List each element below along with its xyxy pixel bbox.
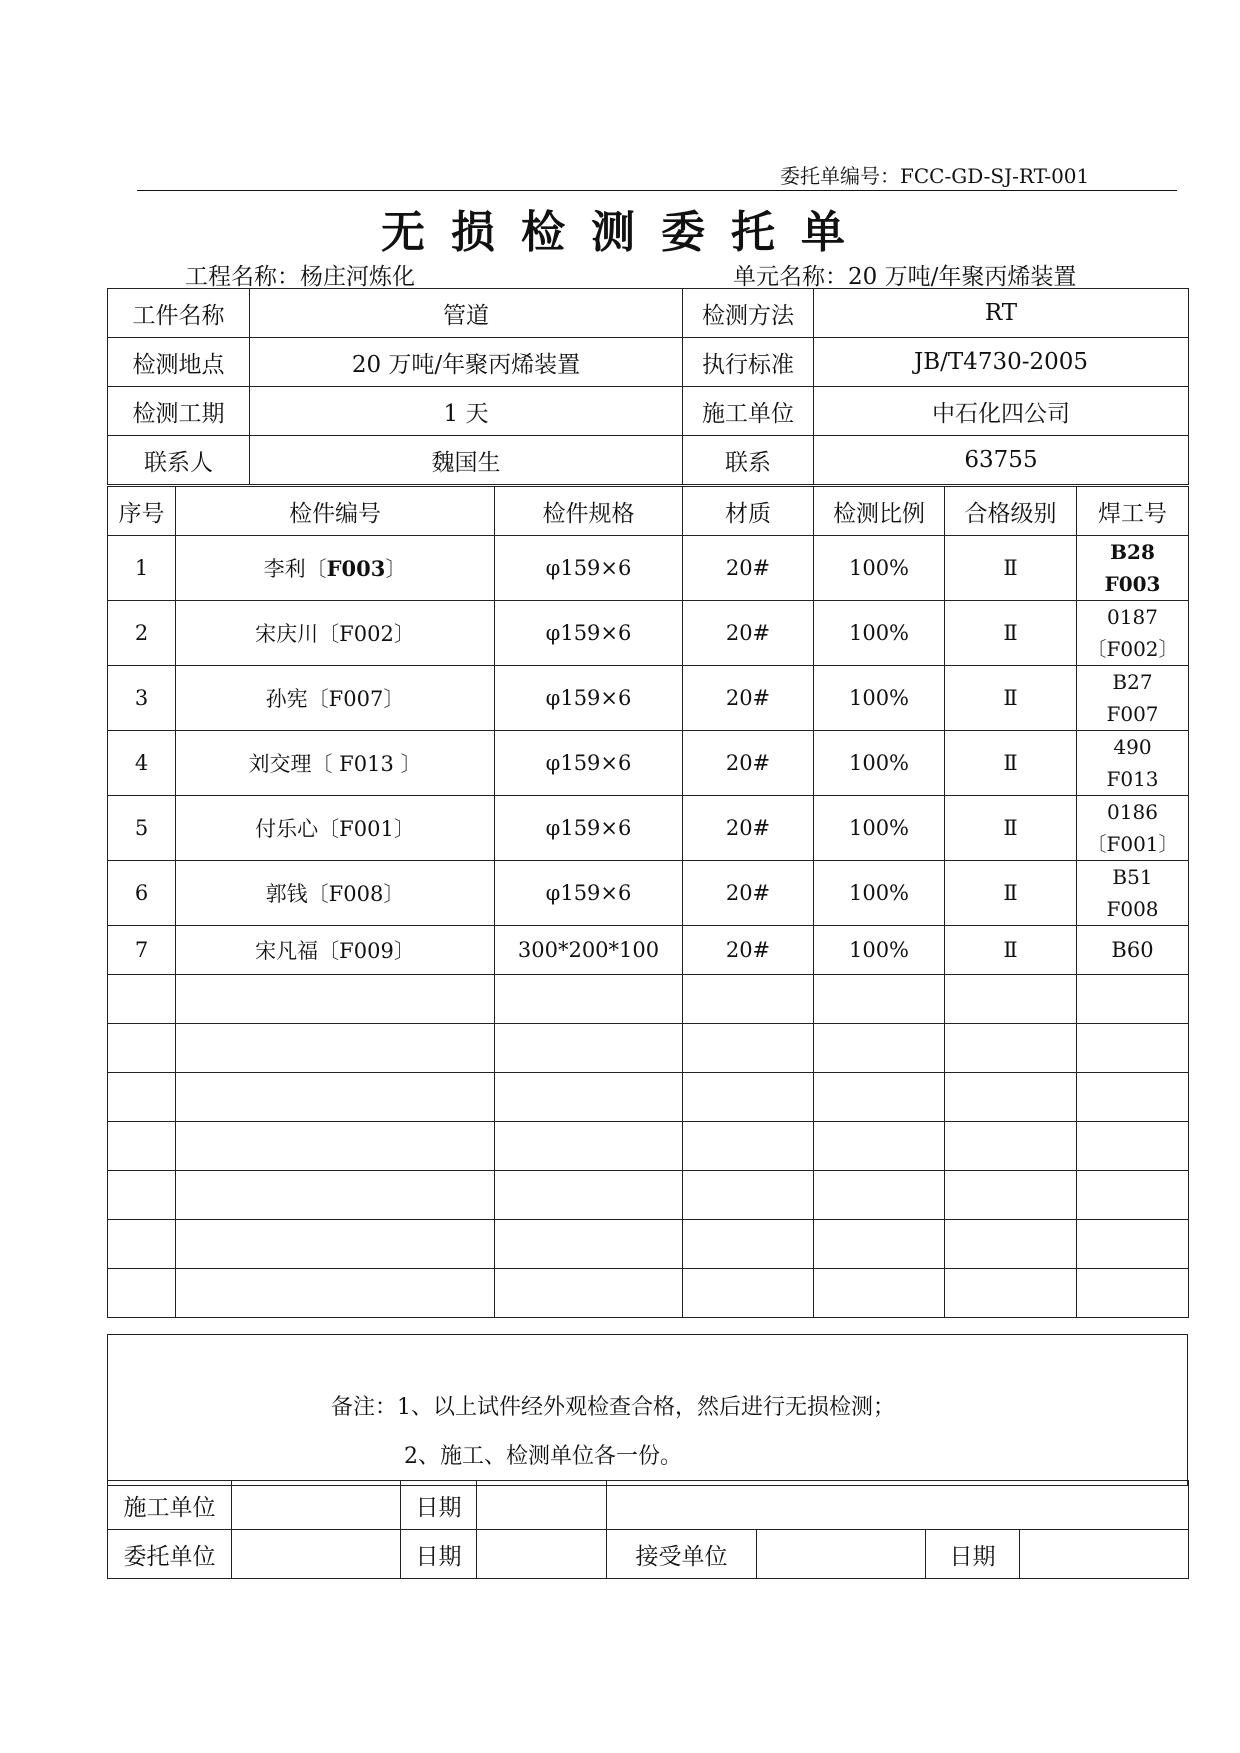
item-name: 孙宪〔 [265, 687, 329, 711]
blank-cell [1077, 1220, 1189, 1269]
info-value: 63755 [814, 436, 1189, 485]
item-name: 刘交理〔 [248, 752, 340, 776]
info-label: 联系人 [108, 436, 250, 485]
blank-cell [945, 1171, 1077, 1220]
item-grade: Ⅱ [945, 536, 1077, 601]
header-rule [137, 190, 1177, 191]
blank-cell [814, 1073, 945, 1122]
empty-row [108, 1024, 1189, 1073]
welder-line-1: 0186 [1107, 800, 1158, 824]
item-close: 〕 [383, 882, 405, 906]
blank-cell [683, 975, 814, 1024]
item-close: 〕 [383, 687, 405, 711]
empty-row [108, 975, 1189, 1024]
welder-no [1077, 796, 1189, 861]
info-label: 联系 [683, 436, 814, 485]
blank-cell [176, 1122, 495, 1171]
remarks-row [108, 1335, 1188, 1486]
item-ratio: 100% [814, 666, 945, 731]
blank-cell [108, 1024, 176, 1073]
item-name: 付乐心〔 [255, 817, 340, 841]
blank-cell [108, 1171, 176, 1220]
blank-cell [495, 1122, 683, 1171]
info-label: 检测方法 [683, 289, 814, 338]
item-code: F013 [339, 752, 394, 776]
blank-cell [495, 1024, 683, 1073]
blank-cell [176, 1171, 495, 1220]
item-name: 郭钱〔 [265, 882, 329, 906]
blank-cell [607, 1481, 1189, 1530]
receiving-unit-label: 接受单位 [607, 1530, 757, 1579]
item-ratio: 100% [814, 926, 945, 975]
item-name: 宋凡福〔 [255, 939, 340, 963]
column-header: 合格级别 [945, 487, 1077, 536]
blank-cell [108, 1269, 176, 1318]
blank-cell [814, 1122, 945, 1171]
blank-cell [108, 1073, 176, 1122]
blank-cell [176, 1024, 495, 1073]
item-id [176, 731, 495, 796]
blank-cell [814, 1024, 945, 1073]
item-material: 20# [683, 536, 814, 601]
welder-line-1: 490 [1113, 735, 1152, 759]
item-name: 宋庆川〔 [255, 622, 340, 646]
blank-cell [683, 1171, 814, 1220]
blank-cell [945, 1073, 1077, 1122]
blank-cell [495, 1269, 683, 1318]
blank-cell [814, 975, 945, 1024]
blank-cell [108, 975, 176, 1024]
item-code: F002 [339, 622, 394, 646]
empty-row [108, 1269, 1189, 1318]
item-code: F009 [339, 939, 394, 963]
item-ratio: 100% [814, 861, 945, 926]
items-header-row [108, 487, 1189, 536]
blank-cell [495, 1073, 683, 1122]
blank-cell [945, 1269, 1077, 1318]
remarks-line-1: 备注：1、以上试件经外观检查合格，然后进行无损检测； [331, 1395, 895, 1420]
blank-cell [495, 1220, 683, 1269]
signoff-row [108, 1481, 1189, 1530]
item-grade: Ⅱ [945, 861, 1077, 926]
item-code: F001 [339, 817, 394, 841]
date-field[interactable] [1020, 1530, 1189, 1579]
row-number: 4 [108, 731, 176, 796]
welder-line-1: B27 [1112, 670, 1153, 694]
blank-cell [176, 975, 495, 1024]
info-table [107, 288, 1189, 485]
table-row [108, 536, 1189, 601]
blank-cell [1077, 1024, 1189, 1073]
item-code: F003 [326, 556, 386, 581]
construction-unit-field[interactable] [232, 1481, 401, 1530]
date-label: 日期 [401, 1530, 477, 1579]
row-number: 5 [108, 796, 176, 861]
item-spec: φ159×6 [495, 536, 683, 601]
item-ratio: 100% [814, 601, 945, 666]
table-row [108, 666, 1189, 731]
column-header: 材质 [683, 487, 814, 536]
welder-line-2: 〔F001〕 [1086, 832, 1179, 856]
row-number: 3 [108, 666, 176, 731]
welder-no [1077, 536, 1189, 601]
blank-cell [495, 975, 683, 1024]
construction-unit-label: 施工单位 [108, 1481, 232, 1530]
item-id [176, 926, 495, 975]
item-close: 〕 [393, 752, 422, 776]
blank-cell [176, 1269, 495, 1318]
blank-cell [176, 1220, 495, 1269]
item-close: 〕 [385, 557, 407, 581]
item-code: F007 [328, 687, 384, 711]
item-spec: φ159×6 [495, 861, 683, 926]
info-label: 工件名称 [108, 289, 250, 338]
info-value: JB/T4730-2005 [814, 338, 1189, 387]
item-material: 20# [683, 796, 814, 861]
item-spec: φ159×6 [495, 666, 683, 731]
blank-cell [945, 1122, 1077, 1171]
item-id [176, 861, 495, 926]
info-value: 中石化四公司 [814, 387, 1189, 436]
empty-row [108, 1220, 1189, 1269]
items-table [107, 486, 1189, 1318]
empty-row [108, 1073, 1189, 1122]
item-material: 20# [683, 861, 814, 926]
info-label: 执行标准 [683, 338, 814, 387]
item-spec: φ159×6 [495, 601, 683, 666]
item-id [176, 601, 495, 666]
blank-cell [683, 1073, 814, 1122]
column-header: 检测比例 [814, 487, 945, 536]
item-grade: Ⅱ [945, 926, 1077, 975]
info-row [108, 387, 1189, 436]
item-ratio: 100% [814, 796, 945, 861]
item-id [176, 536, 495, 601]
welder-no [1077, 666, 1189, 731]
welder-no [1077, 601, 1189, 666]
item-close: 〕 [393, 939, 415, 963]
blank-cell [1077, 975, 1189, 1024]
item-close: 〕 [393, 817, 415, 841]
item-name: 李利〔 [263, 557, 327, 581]
blank-cell [945, 975, 1077, 1024]
item-spec: φ159×6 [495, 731, 683, 796]
info-value: 20 万吨/年聚丙烯装置 [250, 338, 683, 387]
column-header: 序号 [108, 487, 176, 536]
remarks-cell [108, 1335, 1188, 1486]
blank-cell [176, 1073, 495, 1122]
blank-cell [683, 1024, 814, 1073]
signoff-table [107, 1480, 1189, 1579]
remarks-line-2: 2、施工、检测单位各一份。 [404, 1444, 682, 1469]
item-ratio: 100% [814, 731, 945, 796]
item-material: 20# [683, 601, 814, 666]
remarks-table [107, 1334, 1188, 1486]
date-label: 日期 [926, 1530, 1020, 1579]
blank-cell [1077, 1073, 1189, 1122]
welder-no [1077, 731, 1189, 796]
welder-line-1: B51 [1112, 865, 1153, 889]
blank-cell [1077, 1122, 1189, 1171]
blank-cell [108, 1220, 176, 1269]
item-close: 〕 [393, 622, 415, 646]
item-grade: Ⅱ [945, 796, 1077, 861]
table-row [108, 731, 1189, 796]
info-row [108, 338, 1189, 387]
item-id [176, 796, 495, 861]
empty-row [108, 1122, 1189, 1171]
blank-cell [683, 1269, 814, 1318]
project-name: 工程名称：杨庄河炼化 [185, 264, 415, 290]
info-row [108, 289, 1189, 338]
item-ratio: 100% [814, 536, 945, 601]
item-spec: φ159×6 [495, 796, 683, 861]
blank-cell [814, 1220, 945, 1269]
blank-cell [814, 1171, 945, 1220]
item-material: 20# [683, 926, 814, 975]
info-label: 检测工期 [108, 387, 250, 436]
receiving-unit-field[interactable] [757, 1530, 926, 1579]
client-unit-label: 委托单位 [108, 1530, 232, 1579]
blank-cell [108, 1122, 176, 1171]
unit-name: 单元名称：20 万吨/年聚丙烯装置 [733, 264, 1077, 290]
item-code: F008 [328, 882, 384, 906]
item-material: 20# [683, 731, 814, 796]
welder-no: B60 [1077, 926, 1189, 975]
signoff-row [108, 1530, 1189, 1579]
form-number: 委托单编号：FCC-GD-SJ-RT-001 [780, 164, 1090, 188]
info-row [108, 436, 1189, 485]
welder-line-2: F007 [1106, 702, 1159, 726]
item-grade: Ⅱ [945, 731, 1077, 796]
row-number: 1 [108, 536, 176, 601]
page-title: 无损检测委托单 [381, 207, 871, 258]
blank-cell [1077, 1269, 1189, 1318]
blank-cell [683, 1122, 814, 1171]
welder-line-2: F003 [1104, 572, 1161, 596]
welder-line-2: F013 [1106, 767, 1159, 791]
blank-cell [945, 1024, 1077, 1073]
info-value: 1 天 [250, 387, 683, 436]
column-header: 检件规格 [495, 487, 683, 536]
blank-cell [495, 1171, 683, 1220]
item-grade: Ⅱ [945, 601, 1077, 666]
item-material: 20# [683, 666, 814, 731]
blank-cell [683, 1220, 814, 1269]
info-value: 管道 [250, 289, 683, 338]
blank-cell [945, 1220, 1077, 1269]
item-spec: 300*200*100 [495, 926, 683, 975]
date-field[interactable] [477, 1530, 607, 1579]
info-label: 检测地点 [108, 338, 250, 387]
info-value: RT [814, 289, 1189, 338]
table-row [108, 601, 1189, 666]
welder-line-1: B28 [1110, 540, 1155, 564]
table-row [108, 861, 1189, 926]
item-id [176, 666, 495, 731]
blank-cell [814, 1269, 945, 1318]
welder-line-2: F008 [1106, 897, 1159, 921]
welder-no [1077, 861, 1189, 926]
client-unit-field[interactable] [232, 1530, 401, 1579]
blank-cell [1077, 1171, 1189, 1220]
row-number: 2 [108, 601, 176, 666]
welder-line-2: 〔F002〕 [1086, 637, 1179, 661]
table-row [108, 926, 1189, 975]
empty-row [108, 1171, 1189, 1220]
column-header: 检件编号 [176, 487, 495, 536]
info-value: 魏国生 [250, 436, 683, 485]
item-grade: Ⅱ [945, 666, 1077, 731]
info-label: 施工单位 [683, 387, 814, 436]
welder-line-1: 0187 [1107, 605, 1158, 629]
table-row [108, 796, 1189, 861]
row-number: 6 [108, 861, 176, 926]
row-number: 7 [108, 926, 176, 975]
date-field[interactable] [477, 1481, 607, 1530]
column-header: 焊工号 [1077, 487, 1189, 536]
date-label: 日期 [401, 1481, 477, 1530]
